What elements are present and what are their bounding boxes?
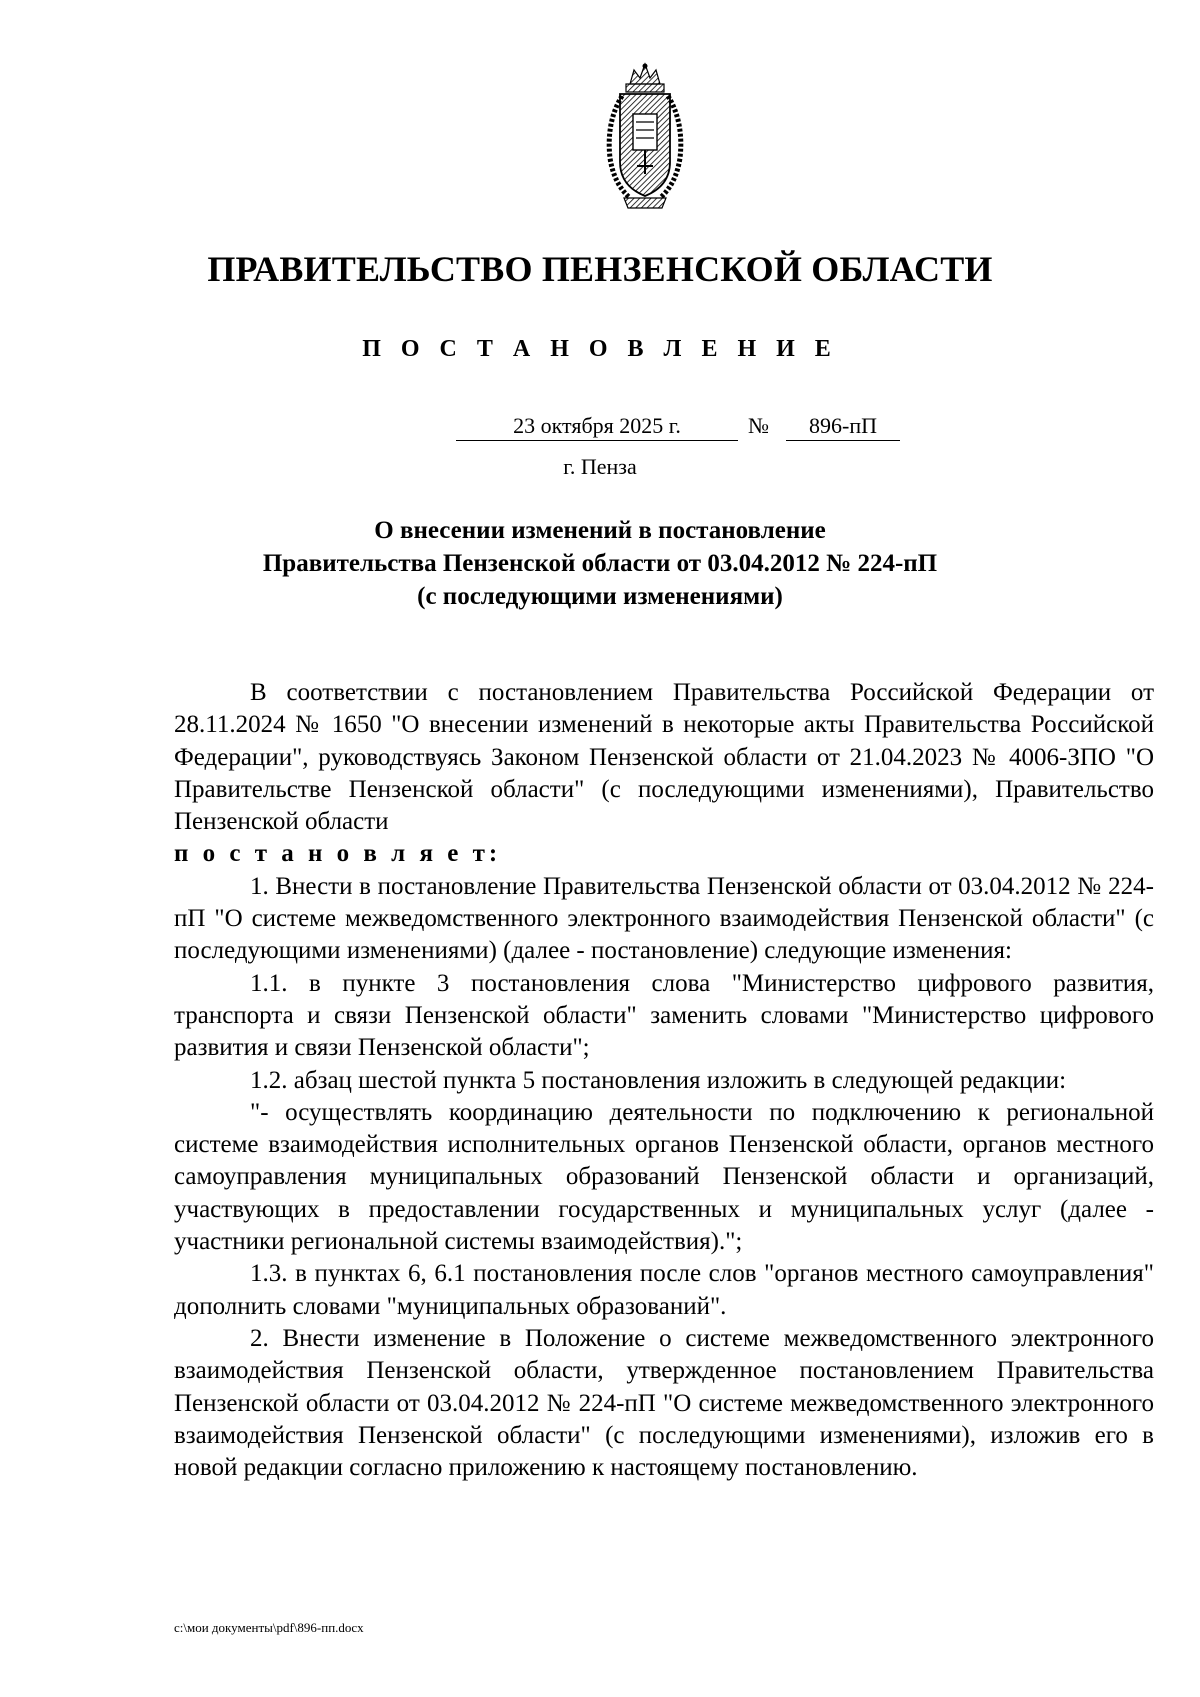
coat-of-arms-icon	[600, 62, 690, 212]
subject-line: Правительства Пензенской области от 03.04.2012 № 224-пП	[262, 550, 938, 577]
quoted-paragraph: "- осуществлять координацию деятельности по подключению к региональной системе взаимодействия исполнительных органов Пензенской области, органов местного самоуправления муниципальных образований Пензенской области и организаций, участвующих в предоставлении государственных и муниципальных услуг (далее - участники региональной системы взаимодействия).";	[174, 1098, 1154, 1256]
document-date: 23 октября 2025 г.	[456, 412, 738, 441]
document-number: 896-пП	[786, 412, 900, 441]
paragraph-1: 1. Внести в постановление Правительства Пензенской области от 03.04.2012 № 224-пП "О системе межведомственного электронного взаимодействия Пензенской области" (с последующими изменениями) (далее - постановление) следующие изменения:	[174, 872, 1154, 965]
resolves-paragraph	[174, 838, 1154, 870]
paragraph-1-1: 1.1. в пункте 3 постановления слова "Министерство цифрового развития, транспорта и связи Пензенской области" заменить словами "Министерство цифрового развития и связи Пензенской области";	[174, 969, 1154, 1062]
paragraph-2: 2. Внести изменение в Положение о системе межведомственного электронного взаимодействия Пензенской области, утвержденное постановлением Правительства Пензенской области от 03.04.2012 № 224-пП "О системе межведомственного электронного взаимодействия Пензенской области" (с последующими изменениями), изложив его в новой редакции согласно приложению к настоящему постановлению.	[174, 1324, 1154, 1482]
preamble-text: В соответствии с постановлением Правительства Российской Федерации от 28.11.2024 № 1650 "О внесении изменений в некоторые акты Правительства Российской Федерации", руководствуясь Законом Пензенской области от 21.04.2023 № 4006-ЗПО "О Правительстве Пензенской области" (с последующими изменениями), Правительство Пензенской области	[174, 679, 1154, 836]
subject-line: (с последующими изменениями)	[417, 583, 783, 610]
subject-line: О внесении изменений в постановление	[374, 517, 826, 544]
preamble-paragraph	[174, 677, 1154, 838]
date-number-line	[0, 412, 1200, 442]
paragraph-1-3: 1.3. в пунктах 6, 6.1 постановления после слов "органов местного самоуправления" дополнить словами "муниципальных образований".	[174, 1260, 1154, 1320]
file-path-footer: c:\мои документы\pdf\896-пп.docx	[174, 1620, 364, 1635]
paragraph-1-2: 1.2. абзац шестой пункта 5 постановления изложить в следующей редакции:	[250, 1066, 1067, 1094]
city: г. Пенза	[563, 454, 637, 479]
resolves-word: п о с т а н о в л я е т:	[174, 840, 502, 868]
number-sign: №	[748, 413, 769, 438]
document-subject	[0, 514, 1200, 613]
organization-title: ПРАВИТЕЛЬСТВО ПЕНЗЕНСКОЙ ОБЛАСТИ	[207, 249, 993, 289]
document-type: П О С Т А Н О В Л Е Н И Е	[362, 336, 838, 362]
document-body	[174, 677, 1154, 1484]
